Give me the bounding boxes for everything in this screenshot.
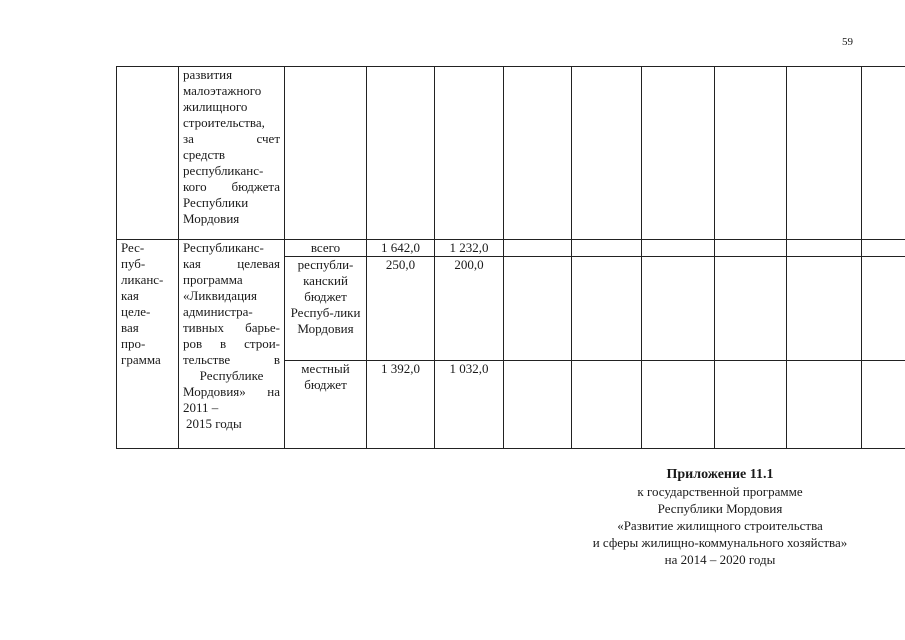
funding-source-cell: местный бюджет xyxy=(285,361,367,449)
table-cell xyxy=(367,67,435,240)
program-name-cell: Республиканс- кая целевая программа «Ликвидация администра- тивных барье- ров в строи- тельстве в Республике Мордовия» на 2011 – 2015 годы xyxy=(179,240,285,449)
page-number: 59 xyxy=(842,36,853,48)
table-cell xyxy=(642,257,715,361)
table-cell xyxy=(117,67,179,240)
program-type-cell: Рес- пуб- ликанс- кая целе- вая про- грамма xyxy=(117,240,179,449)
table-cell xyxy=(862,67,905,240)
value-cell: 1 032,0 xyxy=(435,361,504,449)
table-cell xyxy=(504,257,572,361)
table-row xyxy=(117,67,905,240)
table-cell xyxy=(787,257,862,361)
table-cell xyxy=(715,361,787,449)
appendix-line: к государственной программе xyxy=(637,484,803,499)
table-cell xyxy=(715,257,787,361)
funding-source-cell: всего xyxy=(285,240,367,257)
appendix-title: Приложение 11.1 xyxy=(666,467,774,482)
table-row xyxy=(117,240,905,257)
table-cell xyxy=(504,67,572,240)
table-cell xyxy=(787,240,862,257)
value-cell: 200,0 xyxy=(435,257,504,361)
table-cell xyxy=(715,67,787,240)
table-cell xyxy=(504,361,572,449)
funding-source-cell: республи-канский бюджет Респуб-лики Мордовия xyxy=(285,257,367,361)
appendix-line: на 2014 – 2020 годы xyxy=(664,552,776,567)
appendix-header xyxy=(540,466,900,568)
appendix-line: и сферы жилищно-коммунального хозяйства» xyxy=(592,535,848,550)
table-cell xyxy=(862,257,905,361)
table-cell xyxy=(642,67,715,240)
table-cell xyxy=(862,361,905,449)
table-cell xyxy=(504,240,572,257)
table-cell xyxy=(715,240,787,257)
value-cell: 1 642,0 xyxy=(367,240,435,257)
table-cell xyxy=(642,240,715,257)
table-cell xyxy=(285,67,367,240)
budget-table xyxy=(116,66,905,449)
table-cell xyxy=(642,361,715,449)
value-cell: 250,0 xyxy=(367,257,435,361)
table-cell xyxy=(787,361,862,449)
table-cell xyxy=(572,67,642,240)
appendix-line: «Развитие жилищного строительства xyxy=(617,518,823,533)
table-cell xyxy=(572,240,642,257)
table-cell xyxy=(787,67,862,240)
table-cell xyxy=(572,361,642,449)
value-cell: 1 392,0 xyxy=(367,361,435,449)
table-cell xyxy=(435,67,504,240)
table-cell xyxy=(862,240,905,257)
value-cell: 1 232,0 xyxy=(435,240,504,257)
appendix-line: Республики Мордовия xyxy=(657,501,783,516)
measure-description-cell: развития малоэтажного жилищного строительства, за счет средств республиканс- кого бюджета Республики Мордовия xyxy=(179,67,285,240)
table-cell xyxy=(572,257,642,361)
